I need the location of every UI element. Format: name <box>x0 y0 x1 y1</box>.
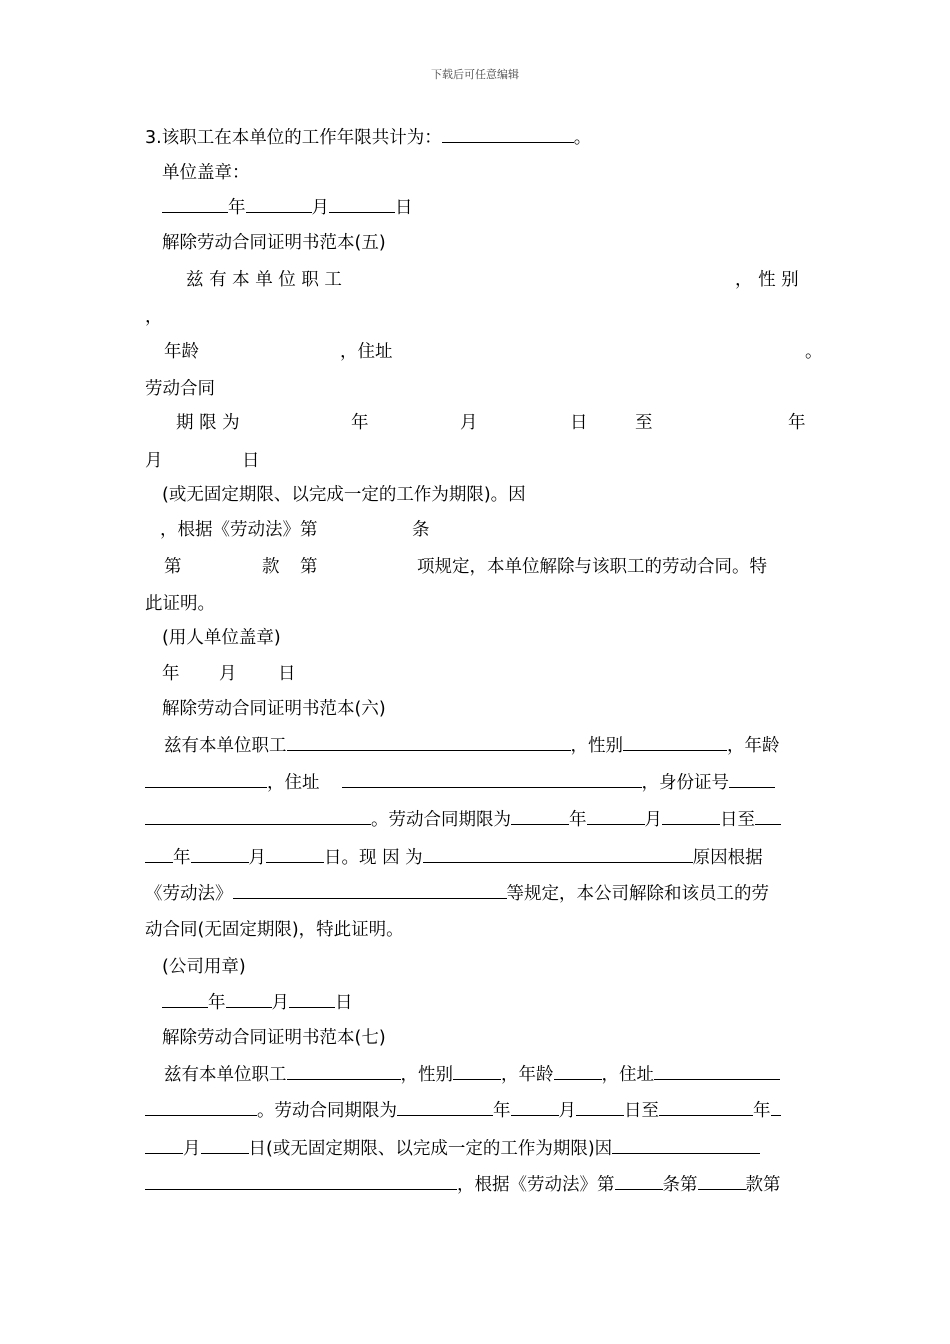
blank-field[interactable] <box>442 125 574 143</box>
blank-field[interactable] <box>755 807 781 825</box>
text: 月 <box>183 1139 201 1159</box>
text: ，住址 <box>601 1065 654 1085</box>
text: ， 性 别 <box>735 270 799 290</box>
text: 。 <box>805 342 823 362</box>
text: ，住址 <box>340 342 393 362</box>
text: (用人单位盖章) <box>162 628 281 648</box>
form-line <box>145 1098 781 1122</box>
blank-field[interactable] <box>453 1062 501 1080</box>
service-years-line <box>145 125 591 149</box>
text: 动合同(无固定期限)，特此证明。 <box>145 920 404 940</box>
form-line <box>145 1136 760 1160</box>
blank-field[interactable] <box>342 770 642 788</box>
text: ，性别 <box>570 736 623 756</box>
text: 。劳动合同期限为 <box>257 1101 397 1121</box>
text: (公司用章) <box>162 957 246 977</box>
blank-field[interactable] <box>145 845 173 863</box>
form-line <box>145 807 781 831</box>
text: 期 限 为 <box>176 413 240 433</box>
blank-field[interactable] <box>623 733 727 751</box>
blank-field[interactable] <box>162 990 208 1008</box>
blank-field[interactable] <box>233 881 507 899</box>
text: (或无固定期限、以完成一定的工作为期限)。因 <box>162 485 526 505</box>
date-line <box>162 195 413 219</box>
text: 此证明。 <box>145 594 215 614</box>
text: 劳动合同 <box>145 379 215 399</box>
text: 年龄 <box>164 342 199 362</box>
blank-field[interactable] <box>145 807 371 825</box>
text: ，根据《劳动法》第 <box>160 520 318 540</box>
text: 等规定，本公司解除和该员工的劳 <box>506 884 769 904</box>
blank-field[interactable] <box>191 845 249 863</box>
text: 条 <box>412 520 430 540</box>
blank-field[interactable] <box>698 1172 746 1190</box>
text: 。劳动合同期限为 <box>371 810 511 830</box>
blank-field[interactable] <box>145 1098 257 1116</box>
text: ，根据《劳动法》第 <box>457 1175 615 1195</box>
form-line <box>164 1062 780 1086</box>
text: 年 <box>173 848 191 868</box>
text: 年 <box>351 413 369 433</box>
text: 日 <box>570 413 588 433</box>
form-line <box>145 845 763 869</box>
blank-field[interactable] <box>654 1062 780 1080</box>
text: 月 <box>644 810 662 830</box>
text: ，身份证号 <box>641 773 729 793</box>
blank-field[interactable] <box>554 1062 602 1080</box>
section-title-7: 解除劳动合同证明书范本(七) <box>162 1028 386 1048</box>
text: 年 <box>753 1101 771 1121</box>
blank-field[interactable] <box>287 733 571 751</box>
blank-field[interactable] <box>246 195 312 213</box>
text: 月 <box>145 451 163 471</box>
blank-field[interactable] <box>145 770 267 788</box>
blank-field[interactable] <box>576 1098 624 1116</box>
text: 日 <box>395 198 413 218</box>
text: 月 <box>248 848 266 868</box>
text: 款 <box>262 557 280 577</box>
blank-field[interactable] <box>615 1172 663 1190</box>
text: 日 <box>335 993 353 1013</box>
blank-field[interactable] <box>329 195 395 213</box>
blank-field[interactable] <box>511 1098 559 1116</box>
blank-field[interactable] <box>612 1136 760 1154</box>
text: 月 <box>558 1101 576 1121</box>
text: 年 <box>228 198 246 218</box>
blank-field[interactable] <box>162 195 228 213</box>
form-line <box>145 881 769 905</box>
text: 。 <box>573 128 592 148</box>
text: 日至 <box>624 1101 659 1121</box>
blank-field[interactable] <box>287 1062 401 1080</box>
text: 兹有本单位职工 <box>164 1065 287 1085</box>
text: ，年龄 <box>501 1065 554 1085</box>
text: 原因根据 <box>692 848 763 868</box>
text: 月 <box>460 413 478 433</box>
text: 月 <box>219 664 237 684</box>
text: ，年龄 <box>727 736 780 756</box>
form-line <box>145 1172 781 1196</box>
text: 《劳动法》 <box>145 884 233 904</box>
date-line <box>162 990 353 1014</box>
text: 日 <box>278 664 296 684</box>
section-title-5: 解除劳动合同证明书范本(五) <box>162 233 386 253</box>
blank-field[interactable] <box>662 807 720 825</box>
form-line <box>164 733 780 757</box>
blank-field[interactable] <box>145 1172 457 1190</box>
text: 年 <box>788 413 806 433</box>
text: 年 <box>208 993 226 1013</box>
text: 条第 <box>662 1175 698 1195</box>
text: 日(或无固定期限、以完成一定的工作为期限)因 <box>248 1139 613 1159</box>
text: ，性别 <box>400 1065 453 1085</box>
text: ，住址 <box>267 773 320 793</box>
text: 年 <box>569 810 587 830</box>
blank-field[interactable] <box>145 1136 183 1154</box>
stamp-label: 单位盖章： <box>162 163 250 183</box>
text: 年 <box>162 664 180 684</box>
text: 项规定，本单位解除与该职工的劳动合同。特 <box>417 557 767 577</box>
blank-field[interactable] <box>226 990 272 1008</box>
text: 款第 <box>745 1175 781 1195</box>
text: 第 <box>300 557 318 577</box>
text: 兹 有 本 单 位 职 工 <box>186 270 342 290</box>
text: 至 <box>635 413 653 433</box>
blank-field[interactable] <box>771 1098 781 1116</box>
blank-field[interactable] <box>423 845 693 863</box>
text: 第 <box>164 557 182 577</box>
text: 3.该职工在本单位的工作年限共计为： <box>145 128 442 148</box>
text: 日至 <box>720 810 755 830</box>
text: 日 <box>242 451 260 471</box>
blank-field[interactable] <box>729 770 775 788</box>
form-line <box>145 770 775 794</box>
page-header-title: 下载后可任意编辑 <box>431 68 519 81</box>
text: ， <box>145 307 163 327</box>
blank-field[interactable] <box>289 990 335 1008</box>
blank-field[interactable] <box>201 1136 249 1154</box>
blank-field[interactable] <box>397 1098 493 1116</box>
blank-field[interactable] <box>511 807 569 825</box>
blank-field[interactable] <box>659 1098 753 1116</box>
text: 年 <box>493 1101 511 1121</box>
blank-field[interactable] <box>266 845 324 863</box>
section-title-6: 解除劳动合同证明书范本(六) <box>162 699 386 719</box>
text: 月 <box>271 993 289 1013</box>
text: 兹有本单位职工 <box>164 736 287 756</box>
text: 月 <box>311 198 329 218</box>
text: 日。现 因 为 <box>324 848 423 868</box>
blank-field[interactable] <box>587 807 645 825</box>
